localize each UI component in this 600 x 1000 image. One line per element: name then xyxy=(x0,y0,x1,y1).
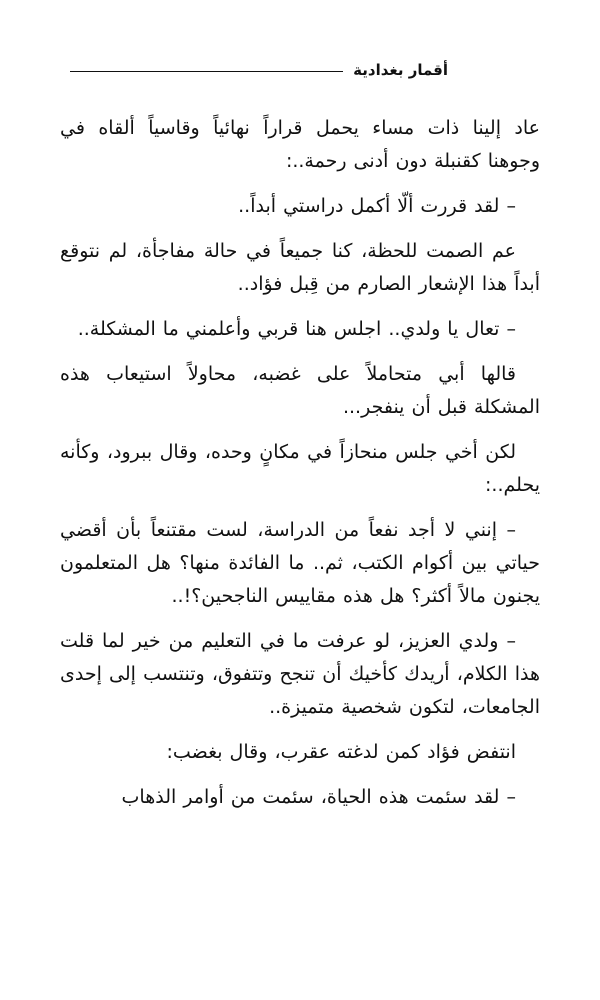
paragraph: عم الصمت للحظة، كنا جميعاً في حالة مفاجأة، لم نتوقع أبداً هذا الإشعار الصارم من قِبل فؤاد.. xyxy=(60,240,540,295)
body-text xyxy=(60,112,540,814)
paragraph: لكن أخي جلس منحازاً في مكانٍ وحده، وقال ببرود، وكأنه يحلم..: xyxy=(60,441,540,496)
running-header xyxy=(70,58,448,82)
paragraph: قالها أبي متحاملاً على غضبه، محاولاً استيعاب هذه المشكلة قبل أن ينفجر... xyxy=(60,363,540,418)
dialogue-paragraph: – ولدي العزيز، لو عرفت ما في التعليم من خير لما قلت هذا الكلام، أريدك كأخيك أن تنجح وتتفوق، وتنتسب إلى إحدى الجامعات، لتكون شخصية متميزة.. xyxy=(60,630,540,718)
dialogue-paragraph: – إنني لا أجد نفعاً من الدراسة، لست مقتنعاً بأن أقضي حياتي بين أكوام الكتب، ثم.. ما الفائدة منها؟ هل المتعلمون يجنون مالاً أكثر؟ هل هذه مقاييس الناجحين؟!.. xyxy=(60,519,540,607)
header-rule xyxy=(70,71,343,72)
dialogue-paragraph: – لقد سئمت هذه الحياة، سئمت من أوامر الذهاب xyxy=(121,786,516,808)
paragraph: عاد إلينا ذات مساء يحمل قراراً نهائياً وقاسياً ألقاه في وجوهنا كقنبلة دون أدنى رحمة..: xyxy=(60,117,540,172)
dialogue-paragraph: – تعال يا ولدي.. اجلس هنا قربي وأعلمني ما المشكلة.. xyxy=(77,318,516,340)
dialogue-paragraph: – لقد قررت ألّا أكمل دراستي أبداً.. xyxy=(238,195,516,217)
book-title: أقمار بغدادية xyxy=(353,61,448,79)
paragraph: انتفض فؤاد كمن لدغته عقرب، وقال بغضب: xyxy=(166,741,516,763)
